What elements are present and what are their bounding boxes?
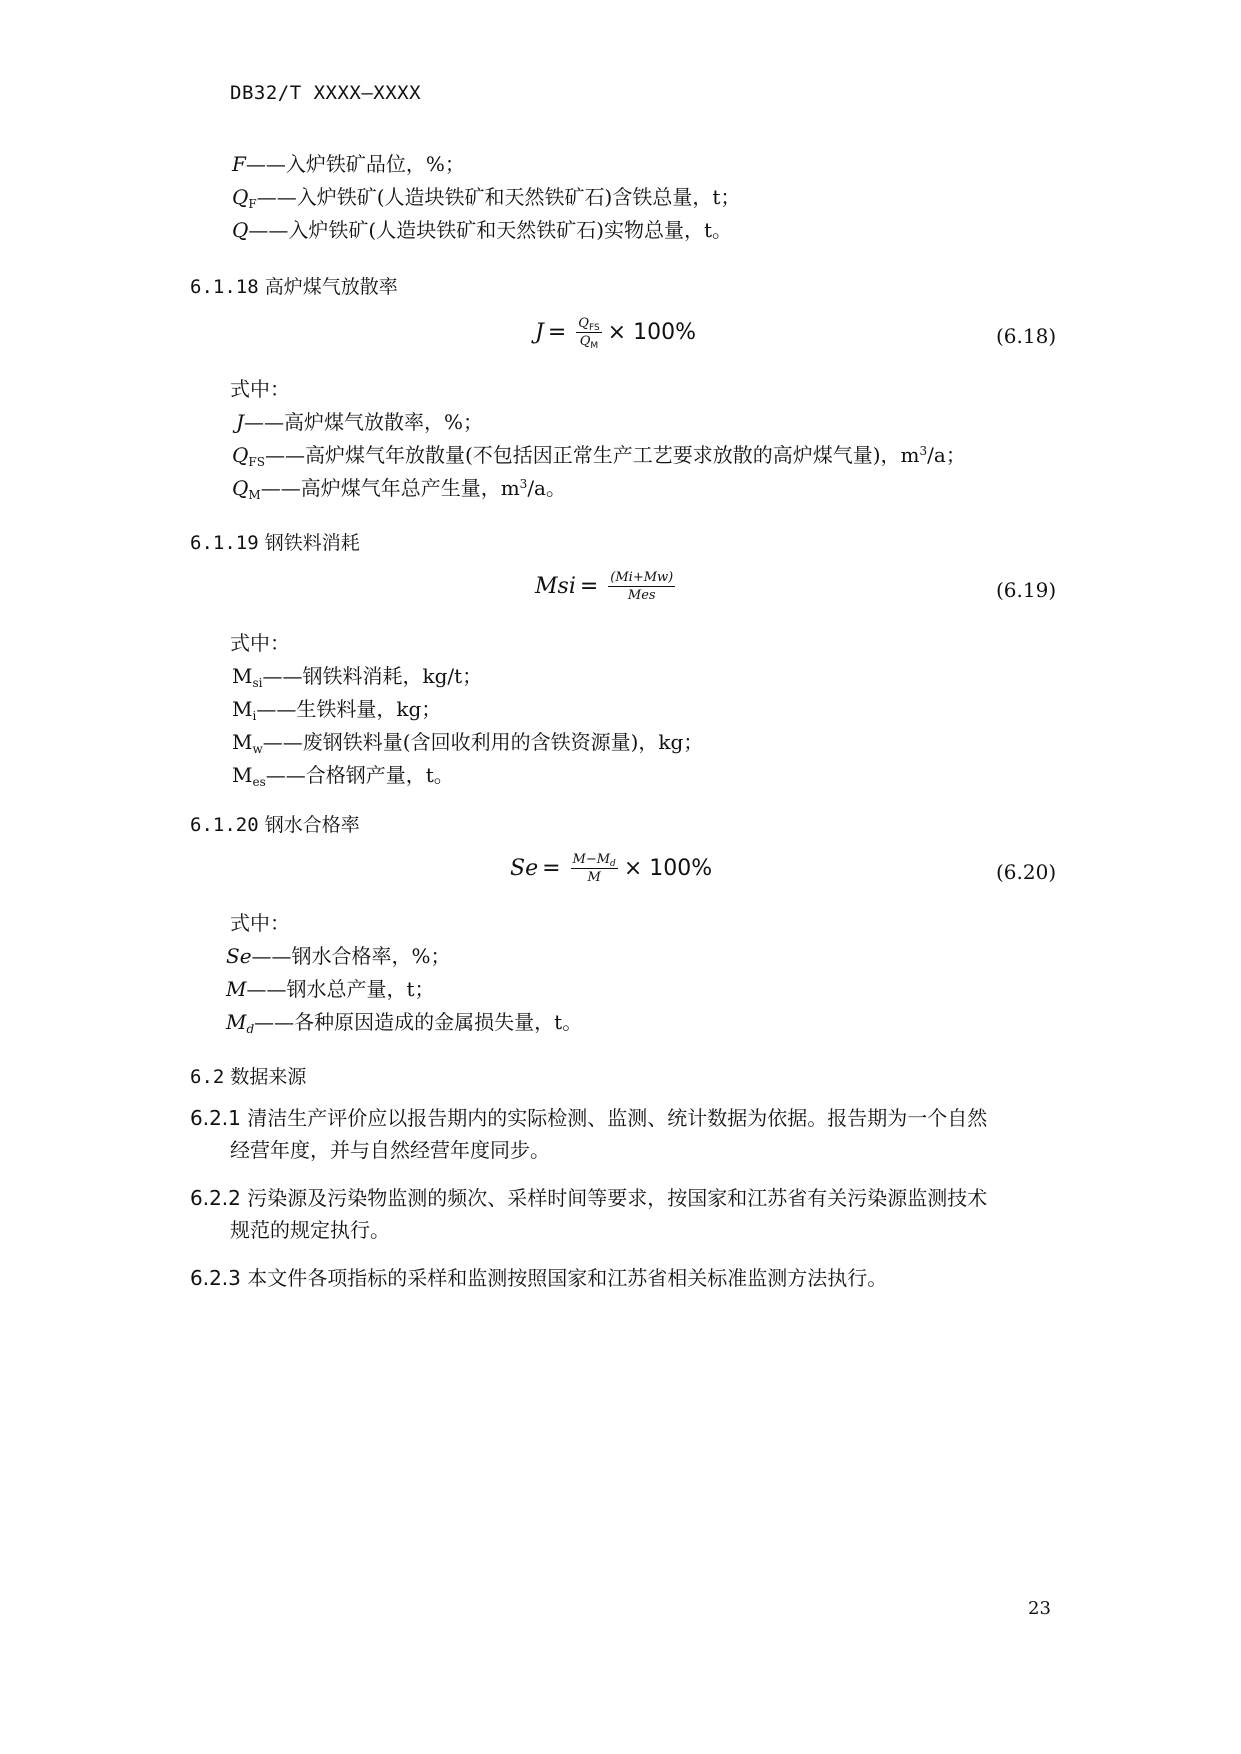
term-symbol: M [226,977,247,1001]
term-symbol: Q [232,218,249,242]
section-heading-6-2 [190,1062,306,1089]
clause-6-2-2 [190,1182,1050,1246]
equation-lhs: J [535,320,544,345]
page-number: 23 [1028,1598,1051,1619]
term-symbol: Q [232,185,249,209]
term-desc: ——入炉铁矿品位，%； [245,152,465,176]
equation-tail: × 100% [623,856,713,881]
term-symbol: M [232,763,253,787]
equation-6-20: Se = $\frac{M-M_d}{M}$ × 100% [510,852,713,885]
where-label: 式中： [230,631,290,655]
term-Se [226,940,451,969]
section-number: 6.1.20 [190,814,259,836]
equation-number-6-20: (6.20) [996,860,1057,884]
term-symbol: Q [232,476,249,500]
equation-fraction [608,570,675,603]
fraction-denominator: M [587,870,601,885]
term-desc: ——生铁料量，kg； [256,697,442,721]
clause-line-2: 经营年度，并与自然经营年度同步。 [230,1138,550,1162]
term-unit: /a。 [527,476,566,500]
clause-6-2-3 [190,1262,1050,1294]
clause-number: 6.2.3 [190,1266,241,1290]
section-title: 钢铁料消耗 [264,532,360,554]
term-symbol: M [232,664,253,688]
fraction-denominator: Q [579,334,591,349]
document-code: DB32/T XXXX—XXXX [230,82,422,104]
clause-6-2-1 [190,1102,1050,1166]
fraction-denominator-sub: M [590,341,599,351]
where-label: 式中： [230,911,290,935]
section-heading-6-1-20 [190,810,360,837]
term-subscript: M [248,488,261,502]
term-symbol: J [236,410,245,434]
term-F [232,148,465,177]
term-Md [226,1006,582,1035]
term-subscript: FS [248,455,265,469]
term-desc: ——高炉煤气年放散量(不包括因正常生产工艺要求放散的高炉煤气量)，m [264,443,920,467]
term-QM [232,472,566,501]
clause-number: 6.2.1 [190,1106,241,1130]
section-number: 6.1.18 [190,276,259,298]
term-symbol: M [232,697,253,721]
term-symbol: Se [226,944,252,968]
term-Mi [232,693,441,722]
section-title: 数据来源 [230,1066,307,1088]
equation-tail: × 100% [607,320,696,345]
term-J [236,406,483,435]
fraction-numerator: (Mi+Mw) [610,570,674,585]
equation-lhs: Se [510,856,539,881]
term-subscript: w [252,742,263,756]
term-desc: ——合格钢产量，t。 [265,763,454,787]
clause-line-1: 污染源及污染物监测的频次、采样时间等要求，按国家和江苏省有关污染源监测技术 [247,1186,988,1210]
fraction-denominator: Mes [627,588,656,603]
term-superscript: 3 [919,444,928,458]
equation-fraction [576,316,601,349]
term-desc: ——高炉煤气年总产生量，m [260,476,520,500]
equation-number-6-19: (6.19) [996,578,1057,602]
equation-6-19: Msi = $\frac{(Mi+Mw)}{\text{Mes}}$ [535,570,674,603]
equation-fraction [571,852,618,885]
section-heading-6-1-19 [190,528,360,555]
clause-line-2: 规范的规定执行。 [230,1218,390,1242]
term-symbol: F [232,152,246,176]
term-symbol: M [226,1010,247,1034]
term-Mw [232,726,703,755]
term-subscript: i [252,709,257,723]
section-title: 高炉煤气放散率 [264,276,398,298]
term-subscript: si [252,676,263,690]
term-QFS [232,439,966,468]
term-desc: ——入炉铁矿(人造块铁矿和天然铁矿石)含铁总量，t； [256,185,741,209]
term-desc: ——钢水总产量，t； [246,977,435,1001]
where-label: 式中： [230,377,290,401]
equation-number-6-18: (6.18) [996,324,1057,348]
section-title: 钢水合格率 [264,814,360,836]
term-subscript: es [252,775,266,789]
term-subscript: F [248,197,257,211]
equation-6-18: J = $\frac{Q_{FS}}{Q_M}$ × 100% [535,316,696,351]
term-desc: ——废钢铁料量(含回收利用的含铁资源量)，kg； [262,730,704,754]
fraction-numerator: Q [578,316,589,331]
clause-line-1: 清洁生产评价应以报告期内的实际检测、监测、统计数据为依据。报告期为一个自然 [247,1106,988,1130]
term-desc: ——入炉铁矿(人造块铁矿和天然铁矿石)实物总量，t。 [248,218,733,242]
term-Mes [232,759,454,788]
fraction-numerator-sub: FS [588,323,600,333]
clause-line-1: 本文件各项指标的采样和监测按照国家和江苏省相关标准监测方法执行。 [247,1266,888,1290]
term-subscript: d [246,1022,255,1036]
equation-lhs: Msi [535,574,576,599]
term-QF [232,181,740,210]
term-symbol: Q [232,443,249,467]
fraction-numerator: M−M [572,852,611,867]
section-number: 6.2 [190,1066,225,1088]
section-number: 6.1.19 [190,532,259,554]
term-desc: ——钢铁料消耗，kg/t； [262,664,483,688]
term-desc: ——高炉煤气放散率，%； [244,410,484,434]
term-M [226,973,435,1002]
section-heading-6-1-18 [190,272,398,299]
term-Msi [232,660,482,689]
term-Q [232,214,732,243]
term-superscript: 3 [519,477,528,491]
term-desc: ——钢水合格率，%； [251,944,451,968]
clause-number: 6.2.2 [190,1186,241,1210]
term-desc: ——各种原因造成的金属损失量，t。 [254,1010,583,1034]
fraction-numerator-sub: d [610,859,616,869]
term-symbol: M [232,730,253,754]
term-unit: /a； [927,443,966,467]
